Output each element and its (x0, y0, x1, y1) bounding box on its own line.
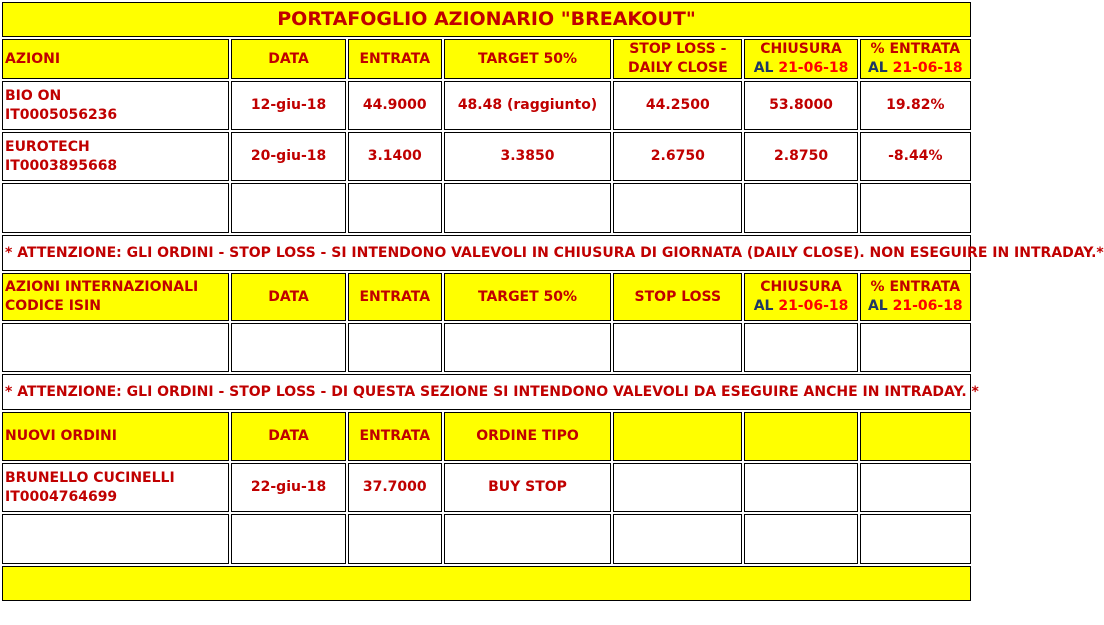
empty-cell (744, 514, 857, 564)
header-chiusura (744, 273, 857, 321)
header-stop-loss: STOP LOSS (613, 273, 742, 321)
cell-pct: -8.44% (860, 132, 971, 181)
header-empty (613, 412, 742, 461)
empty-cell (613, 323, 742, 372)
empty-cell (860, 463, 971, 512)
header-chiusura-al: AL (753, 60, 774, 76)
header-chiusura-date: 21-06-18 (778, 298, 849, 314)
table-row (2, 132, 971, 181)
header-data: DATA (231, 412, 345, 461)
header-entrata: ENTRATA (348, 273, 442, 321)
header-stop-loss (613, 39, 742, 79)
cell-data: 20-giu-18 (231, 132, 345, 181)
stock-name-cell (2, 81, 229, 130)
cell-entrata: 3.1400 (348, 132, 442, 181)
empty-cell (744, 323, 857, 372)
table-row (2, 81, 971, 130)
stock-isin: IT0005056236 (5, 106, 118, 123)
header-chiusura-al: AL (753, 298, 774, 314)
header-chiusura-line1: CHIUSURA (760, 41, 842, 57)
empty-cell (444, 323, 611, 372)
empty-cell (860, 514, 971, 564)
empty-cell (744, 183, 857, 233)
stock-name: BRUNELLO CUCINELLI (5, 469, 175, 486)
header-target: TARGET 50% (444, 273, 611, 321)
header-stop-line1: STOP LOSS - (629, 41, 727, 57)
cell-stop: 44.2500 (613, 81, 742, 130)
header-stop-line2: DAILY CLOSE (627, 60, 728, 76)
header-pct-date: 21-06-18 (892, 298, 963, 314)
section1-header-row (2, 39, 971, 79)
header-nuovi-ordini: NUOVI ORDINI (2, 412, 229, 461)
footer-bar (2, 566, 971, 601)
header-empty (860, 412, 971, 461)
empty-cell (348, 183, 442, 233)
empty-cell (231, 183, 345, 233)
stock-isin: IT0004764699 (5, 488, 118, 505)
header-data: DATA (231, 273, 345, 321)
section1-note: * ATTENZIONE: GLI ORDINI - STOP LOSS - SI INTENDONO VALEVOLI IN CHIUSURA DI GIORNATA (DAILY CLOSE). NON ESEGUIRE IN INTRADAY.* (2, 235, 971, 271)
empty-cell (860, 183, 971, 233)
cell-entrata: 37.7000 (348, 463, 442, 512)
header-target: TARGET 50% (444, 39, 611, 79)
header-pct-date: 21-06-18 (892, 60, 963, 76)
stock-name: BIO ON (5, 87, 62, 104)
header-azioni: AZIONI (2, 39, 229, 79)
table-row (2, 463, 971, 512)
header-azioni-internazionali (2, 273, 229, 321)
cell-ordine-tipo: BUY STOP (444, 463, 611, 512)
empty-cell (231, 323, 345, 372)
section3-header-row (2, 412, 971, 461)
empty-cell (2, 323, 229, 372)
cell-data: 12-giu-18 (231, 81, 345, 130)
empty-cell (613, 514, 742, 564)
header-empty (744, 412, 857, 461)
cell-target: 3.3850 (444, 132, 611, 181)
empty-cell (2, 183, 229, 233)
header-chiusura (744, 39, 857, 79)
empty-cell (613, 463, 742, 512)
header-pct-line1: % ENTRATA (870, 41, 961, 57)
section2-header-row (2, 273, 971, 321)
header-pct-entrata (860, 273, 971, 321)
cell-stop: 2.6750 (613, 132, 742, 181)
empty-cell (444, 514, 611, 564)
header-data: DATA (231, 39, 345, 79)
empty-cell (744, 463, 857, 512)
cell-target: 48.48 (raggiunto) (444, 81, 611, 130)
header-azioni-int-line2: CODICE ISIN (5, 298, 101, 314)
cell-chiusura: 53.8000 (744, 81, 857, 130)
header-chiusura-line1: CHIUSURA (760, 279, 842, 295)
header-pct-line1: % ENTRATA (870, 279, 961, 295)
cell-entrata: 44.9000 (348, 81, 442, 130)
stock-name-cell (2, 463, 229, 512)
header-pct-entrata (860, 39, 971, 79)
empty-cell (348, 323, 442, 372)
empty-row (2, 514, 971, 564)
empty-row (2, 323, 971, 372)
cell-data: 22-giu-18 (231, 463, 345, 512)
stock-isin: IT0003895668 (5, 157, 118, 174)
cell-pct: 19.82% (860, 81, 971, 130)
empty-cell (2, 514, 229, 564)
header-entrata: ENTRATA (348, 39, 442, 79)
cell-chiusura: 2.8750 (744, 132, 857, 181)
header-entrata: ENTRATA (348, 412, 442, 461)
empty-row (2, 183, 971, 233)
empty-cell (348, 514, 442, 564)
header-pct-al: AL (867, 60, 888, 76)
header-ordine-tipo: ORDINE TIPO (444, 412, 611, 461)
empty-cell (231, 514, 345, 564)
empty-cell (444, 183, 611, 233)
stock-name-cell (2, 132, 229, 181)
header-chiusura-date: 21-06-18 (778, 60, 849, 76)
header-azioni-int-line1: AZIONI INTERNAZIONALI (5, 279, 199, 295)
section2-note: * ATTENZIONE: GLI ORDINI - STOP LOSS - DI QUESTA SEZIONE SI INTENDONO VALEVOLI DA ESEGUIRE ANCHE IN INTRADAY. * (2, 374, 971, 410)
page-title: PORTAFOGLIO AZIONARIO "BREAKOUT" (2, 2, 971, 37)
stock-name: EUROTECH (5, 138, 90, 155)
empty-cell (613, 183, 742, 233)
header-pct-al: AL (867, 298, 888, 314)
empty-cell (860, 323, 971, 372)
